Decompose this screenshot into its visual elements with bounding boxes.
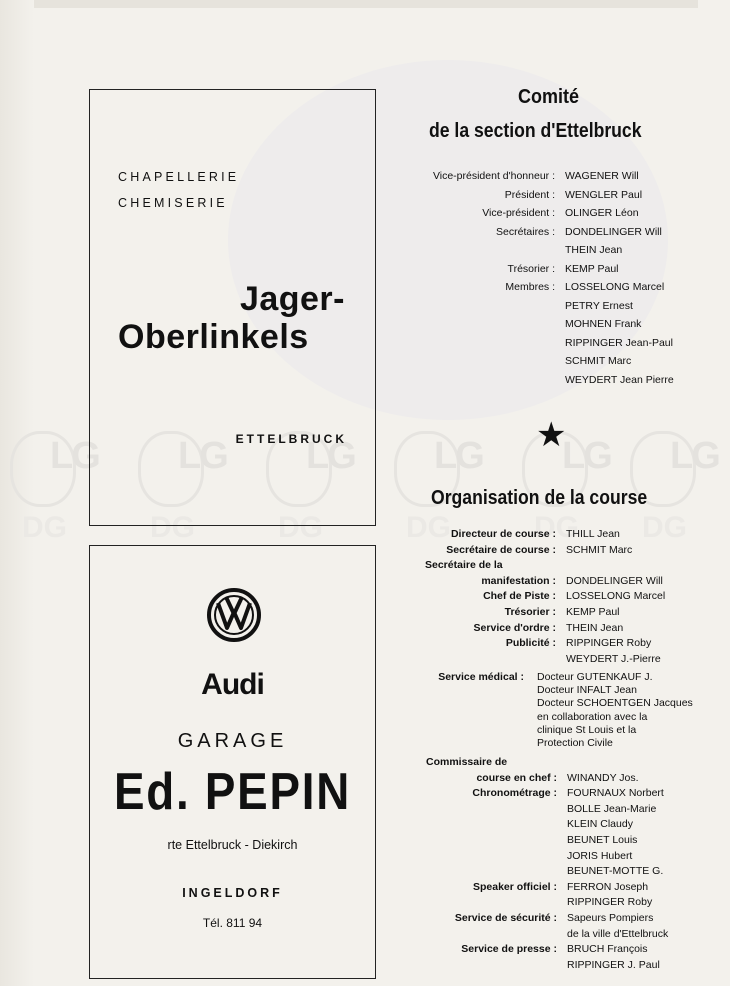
ad-garage-name: Ed. PEPIN [113,763,352,821]
medical-line: clinique St Louis et la [537,723,637,736]
row-value: RIPPINGER J. Paul [567,958,660,971]
row-value: MOHNEN Frank [565,318,642,330]
medical-line: Docteur SCHOENTGEN Jacques [537,697,693,710]
medical-line: Docteur INFALT Jean [537,684,637,697]
row-value: KLEIN Claudy [567,818,633,831]
ad-garage-route: rte Ettelbruck - Diekirch [167,838,298,852]
row-value: BEUNET Louis [567,834,638,846]
row-label: Trésorier : [507,262,555,275]
medical-label: Service médical : [438,671,524,683]
row-value: SCHMIT Marc [565,355,632,367]
row-value: BEUNET-MOTTE G. [567,865,664,878]
ad-garage [89,545,376,979]
row-label: manifestation : [481,574,556,587]
row-value: RIPPINGER Roby [566,637,652,650]
row-label: Speaker officiel : [472,880,557,893]
row-value: RIPPINGER Jean-Paul [565,336,673,349]
row-value: Sapeurs Pompiers [567,912,654,924]
row-label: Secrétaire de la [425,559,503,572]
medical-line: Protection Civile [537,737,613,749]
row-label: Membres : [505,281,555,293]
ad-garage-type: GARAGE [177,730,288,752]
medical-line: en collaboration avec la [537,710,648,723]
row-value: RIPPINGER Roby [567,896,653,909]
row-label: Chronométrage : [472,787,557,800]
row-value: LOSSELONG Marcel [566,590,666,603]
ad-line-chapellerie: CHAPELLERIE [118,170,240,184]
star-icon: ★ [536,416,567,454]
row-label: Service de sécurité : [454,912,557,924]
row-label: Commissaire de [426,756,508,768]
row-value: WEYDERT J.-Pierre [566,652,661,665]
vw-logo-icon [207,588,261,642]
ad-chapellerie [89,89,376,526]
row-value: THEIN Jean [566,621,624,634]
watermark-face: LG DG [620,425,730,535]
row-value: WENGLER Paul [565,188,643,201]
medical-line: Docteur GUTENKAUF J. [537,671,653,683]
row-value: WAGENER Will [565,170,639,182]
ad-garage-town: INGELDORF [182,886,283,900]
row-value: THILL Jean [566,528,620,540]
row-value: JORIS Hubert [567,849,633,862]
ad-line-chemiserie: CHEMISERIE [118,196,228,210]
watermark-face: LG DG [384,425,494,535]
row-label: Chef de Piste : [483,590,556,603]
watermark-face: LG DG [0,425,110,535]
watermark-face: LG DG [512,425,622,535]
row-label: Publicité : [505,637,556,650]
row-value: PETRY Ernest [565,299,633,312]
row-label: Vice-président : [482,207,555,219]
row-value: FOURNAUX Norbert [567,787,664,800]
watermark-face: LG DG [128,425,238,535]
row-value: DONDELINGER Will [565,225,662,238]
row-label: Président : [504,188,555,201]
comite-title: Comité [518,86,580,108]
ad-garage-phone: Tél. 811 94 [202,916,263,930]
row-value: BRUCH François [567,943,648,956]
row-label: course en chef : [476,771,557,784]
row-value: KEMP Paul [566,606,620,618]
watermark-face: LG DG [256,425,366,535]
row-value: THEIN Jean [565,244,623,256]
row-value: de la ville d'Ettelbruck [567,927,669,940]
comite-subtitle: de la section d'Ettelbruck [429,120,642,142]
ad-shop-name-line2: Oberlinkels [118,318,309,356]
row-label: Secrétaire de course : [446,543,556,556]
row-label: Vice-président d'honneur : [432,170,555,182]
row-value: WINANDY Jos. [567,771,639,784]
row-label: Directeur de course : [450,528,556,540]
page-top-edge [0,0,698,8]
row-label: Service d'ordre : [473,621,556,634]
row-value: OLINGER Léon [565,207,639,219]
row-value: SCHMIT Marc [566,543,633,556]
row-value: DONDELINGER Will [566,574,663,587]
row-label: Trésorier : [504,606,556,618]
row-value: KEMP Paul [565,262,619,275]
organisation-title: Organisation de la course [431,487,648,509]
row-label: Secrétaires : [496,225,555,238]
row-value: WEYDERT Jean Pierre [565,373,674,386]
ad-town: ETTELBRUCK [235,432,347,446]
ad-shop-name-line1: Jager- [239,280,345,318]
audi-logo: Audi [201,668,264,701]
row-value: BOLLE Jean-Marie [567,802,657,815]
row-value: LOSSELONG Marcel [565,281,665,293]
row-label: Service de presse : [461,943,557,956]
row-value: FERRON Joseph [567,880,649,893]
